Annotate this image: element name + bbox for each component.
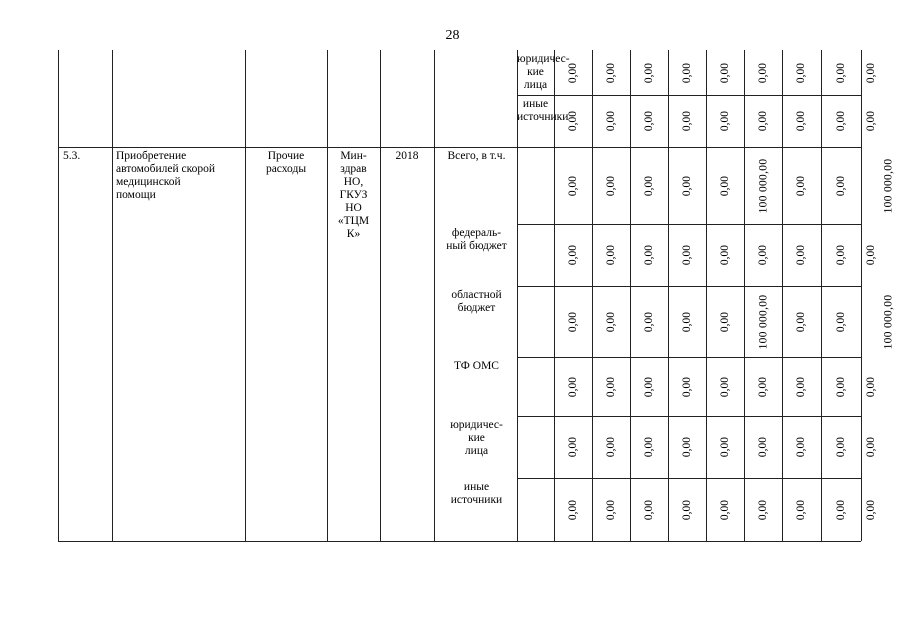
column-divider bbox=[380, 50, 381, 541]
funding-source-label: областной бюджет bbox=[451, 289, 502, 314]
value-cell bbox=[821, 357, 861, 416]
value-cell bbox=[668, 416, 706, 478]
page-number: 28 bbox=[445, 28, 460, 43]
value-cell bbox=[706, 147, 744, 224]
value-text: 0,00 bbox=[865, 110, 878, 132]
value-text: 0,00 bbox=[681, 110, 693, 132]
value-cell bbox=[592, 50, 630, 95]
value-text: 100 000,00 bbox=[757, 158, 769, 213]
value-text: 0,00 bbox=[757, 244, 769, 266]
value-cell bbox=[668, 478, 706, 541]
value-text: 0,00 bbox=[567, 436, 579, 458]
value-text: 0,00 bbox=[681, 436, 693, 458]
value-cell bbox=[821, 416, 861, 478]
value-text: 0,00 bbox=[835, 376, 847, 397]
value-text: 0,00 bbox=[643, 436, 655, 458]
value-cell bbox=[592, 357, 630, 416]
value-text: 0,00 bbox=[835, 175, 847, 196]
value-cell bbox=[861, 147, 905, 224]
value-text: 0,00 bbox=[681, 499, 693, 520]
value-cell bbox=[592, 478, 630, 541]
value-cell bbox=[861, 286, 905, 357]
value-cell bbox=[630, 50, 668, 95]
column-divider bbox=[112, 50, 113, 541]
value-text: 0,00 bbox=[795, 311, 808, 332]
value-cell bbox=[668, 50, 706, 95]
value-text: 0,00 bbox=[757, 436, 769, 458]
value-text: 0,00 bbox=[643, 244, 655, 266]
value-text: 0,00 bbox=[835, 436, 847, 458]
value-cell bbox=[554, 95, 592, 147]
value-cell bbox=[592, 286, 630, 357]
value-cell bbox=[630, 224, 668, 286]
value-text: 0,00 bbox=[681, 62, 693, 83]
value-cell bbox=[821, 478, 861, 541]
value-text: 0,00 bbox=[681, 244, 693, 266]
item-number: 5.3. bbox=[63, 150, 81, 162]
value-cell bbox=[668, 286, 706, 357]
value-cell bbox=[782, 357, 821, 416]
value-cell bbox=[592, 416, 630, 478]
value-cell bbox=[782, 286, 821, 357]
funding-source-label: федераль- ный бюджет bbox=[446, 227, 507, 252]
value-text: 0,00 bbox=[605, 311, 617, 332]
value-text: 0,00 bbox=[567, 62, 579, 83]
value-text: 100 000,00 bbox=[882, 294, 895, 349]
value-text: 0,00 bbox=[795, 110, 808, 132]
value-text: 0,00 bbox=[795, 436, 808, 458]
value-cell bbox=[554, 224, 592, 286]
value-cell bbox=[554, 357, 592, 416]
value-cell bbox=[668, 147, 706, 224]
value-cell bbox=[706, 357, 744, 416]
value-text: 0,00 bbox=[757, 376, 769, 397]
value-cell bbox=[668, 224, 706, 286]
value-cell bbox=[861, 224, 881, 286]
value-text: 0,00 bbox=[643, 499, 655, 520]
value-cell bbox=[861, 95, 881, 147]
value-text: 0,00 bbox=[795, 499, 808, 520]
expense-type: Прочие расходы bbox=[265, 150, 307, 175]
value-text: 0,00 bbox=[757, 499, 769, 520]
value-cell bbox=[554, 286, 592, 357]
value-text: 0,00 bbox=[757, 110, 769, 132]
value-cell bbox=[861, 416, 881, 478]
value-text: 0,00 bbox=[795, 62, 808, 83]
value-cell bbox=[782, 224, 821, 286]
value-cell bbox=[706, 286, 744, 357]
value-cell bbox=[554, 50, 592, 95]
value-cell bbox=[744, 147, 782, 224]
executor: Мин- здрав НО, ГКУЗ НО «ТЦМ К» bbox=[337, 150, 370, 240]
value-text: 0,00 bbox=[865, 499, 878, 520]
value-cell bbox=[630, 357, 668, 416]
value-cell bbox=[668, 357, 706, 416]
funding-source-label: ТФ ОМС bbox=[454, 360, 499, 372]
value-cell bbox=[782, 416, 821, 478]
value-cell bbox=[630, 147, 668, 224]
value-text: 0,00 bbox=[643, 175, 655, 196]
value-cell bbox=[782, 95, 821, 147]
value-text: 0,00 bbox=[643, 110, 655, 132]
item-name: Приобретение автомобилей скорой медицинской помощи bbox=[116, 150, 216, 201]
value-text: 0,00 bbox=[719, 110, 731, 132]
value-cell bbox=[554, 478, 592, 541]
value-text: 0,00 bbox=[865, 62, 878, 83]
value-text: 0,00 bbox=[865, 436, 878, 458]
value-text: 0,00 bbox=[567, 175, 579, 196]
budget-table bbox=[58, 50, 895, 542]
value-cell bbox=[706, 478, 744, 541]
value-text: 100 000,00 bbox=[757, 294, 769, 349]
value-text: 0,00 bbox=[605, 436, 617, 458]
value-cell bbox=[821, 95, 861, 147]
value-cell bbox=[744, 357, 782, 416]
funding-source-label: Всего, в т.ч. bbox=[447, 150, 506, 162]
value-text: 0,00 bbox=[567, 376, 579, 397]
value-text: 0,00 bbox=[643, 311, 655, 332]
value-text: 0,00 bbox=[719, 376, 731, 397]
value-text: 0,00 bbox=[567, 311, 579, 332]
value-cell bbox=[668, 95, 706, 147]
value-cell bbox=[782, 147, 821, 224]
value-text: 0,00 bbox=[643, 62, 655, 83]
funding-source-label: иные источники bbox=[517, 98, 569, 123]
value-cell bbox=[592, 224, 630, 286]
value-text: 0,00 bbox=[719, 244, 731, 266]
value-cell bbox=[782, 478, 821, 541]
value-cell bbox=[821, 50, 861, 95]
value-text: 0,00 bbox=[757, 62, 769, 83]
value-text: 0,00 bbox=[719, 499, 731, 520]
value-cell bbox=[706, 95, 744, 147]
value-text: 0,00 bbox=[643, 376, 655, 397]
value-text: 0,00 bbox=[605, 62, 617, 83]
value-cell bbox=[861, 357, 881, 416]
value-text: 0,00 bbox=[719, 62, 731, 83]
value-cell bbox=[782, 50, 821, 95]
value-text: 0,00 bbox=[605, 175, 617, 196]
column-divider bbox=[434, 50, 435, 541]
value-cell bbox=[821, 286, 861, 357]
value-cell bbox=[554, 416, 592, 478]
value-cell bbox=[821, 147, 861, 224]
value-cell bbox=[861, 478, 881, 541]
value-text: 0,00 bbox=[605, 376, 617, 397]
value-cell bbox=[592, 147, 630, 224]
value-cell bbox=[554, 147, 592, 224]
value-text: 0,00 bbox=[567, 499, 579, 520]
value-text: 0,00 bbox=[681, 376, 693, 397]
value-text: 0,00 bbox=[835, 110, 847, 132]
value-text: 0,00 bbox=[681, 175, 693, 196]
value-cell bbox=[706, 416, 744, 478]
value-cell bbox=[744, 95, 782, 147]
value-cell bbox=[630, 416, 668, 478]
value-text: 0,00 bbox=[795, 376, 808, 397]
value-text: 100 000,00 bbox=[882, 158, 895, 213]
value-cell bbox=[744, 286, 782, 357]
value-text: 0,00 bbox=[681, 311, 693, 332]
value-cell bbox=[744, 416, 782, 478]
value-text: 0,00 bbox=[567, 110, 579, 132]
value-text: 0,00 bbox=[835, 244, 847, 266]
value-text: 0,00 bbox=[567, 244, 579, 266]
value-text: 0,00 bbox=[719, 175, 731, 196]
value-cell bbox=[744, 50, 782, 95]
year: 2018 bbox=[395, 150, 419, 162]
value-text: 0,00 bbox=[605, 110, 617, 132]
value-text: 0,00 bbox=[719, 311, 731, 332]
value-cell bbox=[706, 224, 744, 286]
value-cell bbox=[861, 50, 881, 95]
value-text: 0,00 bbox=[835, 499, 847, 520]
value-cell bbox=[706, 50, 744, 95]
column-divider bbox=[245, 50, 246, 541]
column-divider bbox=[327, 50, 328, 541]
value-text: 0,00 bbox=[835, 62, 847, 83]
value-text: 0,00 bbox=[865, 244, 878, 266]
value-cell bbox=[821, 224, 861, 286]
value-text: 0,00 bbox=[795, 244, 808, 266]
value-cell bbox=[744, 224, 782, 286]
funding-source-label: юридичес- кие лица bbox=[517, 53, 570, 91]
value-text: 0,00 bbox=[719, 436, 731, 458]
value-cell bbox=[630, 478, 668, 541]
value-text: 0,00 bbox=[795, 175, 808, 196]
value-cell bbox=[630, 95, 668, 147]
funding-source-label: иные источники bbox=[450, 481, 503, 506]
value-cell bbox=[592, 95, 630, 147]
value-text: 0,00 bbox=[835, 311, 847, 332]
value-text: 0,00 bbox=[865, 376, 878, 397]
value-text: 0,00 bbox=[605, 244, 617, 266]
value-text: 0,00 bbox=[605, 499, 617, 520]
value-cell bbox=[744, 478, 782, 541]
funding-source-label: юридичес- кие лица bbox=[450, 419, 503, 457]
value-cell bbox=[630, 286, 668, 357]
